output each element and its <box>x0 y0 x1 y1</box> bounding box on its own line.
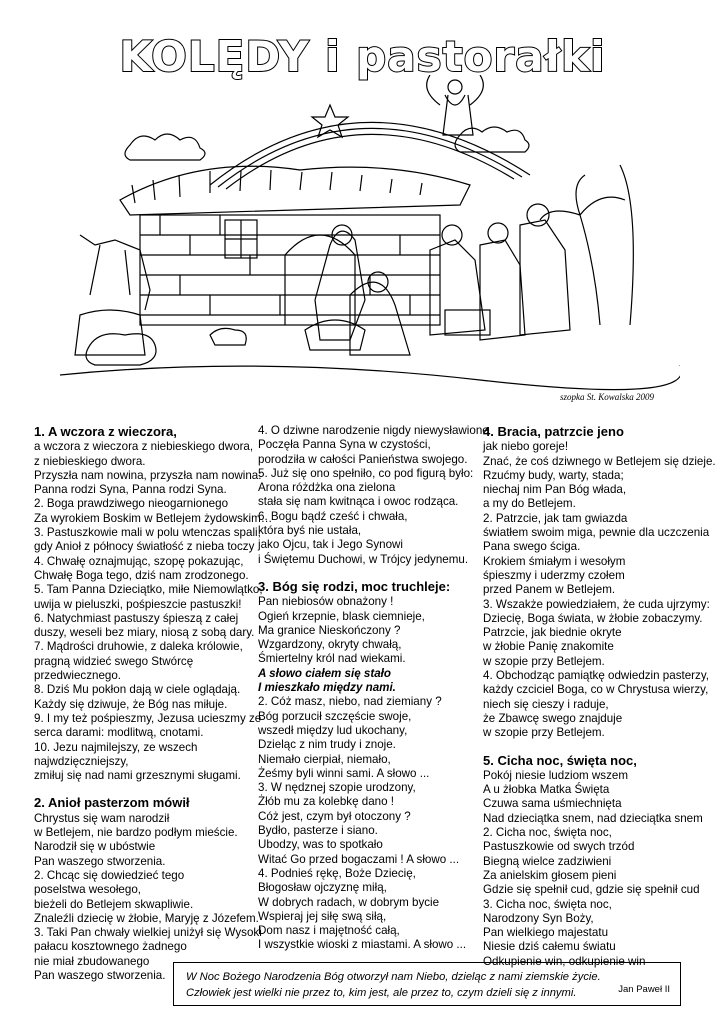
quote-author: Jan Paweł II <box>618 984 670 995</box>
carol-1-heading: 1. A wczora z wieczora, <box>34 424 177 439</box>
text-line: że Zbawcę swego znajduje <box>483 711 623 725</box>
text-line: Za wyrokiem Boskim w Betlejem żydowskim… <box>34 511 273 525</box>
text-line: każdy czciciel Boga, co w Chrystusa wierzy, <box>483 683 709 697</box>
column-2 <box>258 424 489 953</box>
text-line: 3. W nędznej szopie urodzony, <box>258 781 416 795</box>
text-line: Cóż jest, czym był otoczony ? <box>258 809 411 823</box>
text-line: Gdzie się spełnił cud, gdzie się spełnił cud <box>483 883 700 897</box>
angel <box>427 75 484 135</box>
text-line: Ubodzy, was to spotkało <box>258 838 383 852</box>
text-line: Krokiem śmiałym i wesołym <box>483 554 626 568</box>
text-line: 2. Chcąc się dowiedzieć tego <box>34 868 185 882</box>
text-line: uwija w pieluszki, pośpieszcie pastuszki! <box>34 597 242 611</box>
text-line: 3. Taki Pan chwały wielkiej uniżył się Wysoki <box>34 926 262 940</box>
text-line: gdy Anioł z północy światłość z nieba toczy <box>34 540 255 554</box>
text-line: przed Panem w Betlejem. <box>483 583 616 597</box>
text-line: i Świętemu Duchowi, w Trójcy jedynemu. <box>258 552 469 566</box>
nativity-illustration <box>60 75 680 405</box>
text-line: Śmiertelny król nad wiekami. <box>258 652 406 666</box>
text-line: 7. Mądrości druhowie, z daleka królowie, <box>34 640 243 654</box>
text-line: Pan waszego stworzenia. <box>34 854 166 868</box>
text-line: Nad dzieciątka snem, nad dzieciątka snem <box>483 811 703 825</box>
text-line: Żłób mu za kolebkę dano ! <box>258 795 394 809</box>
text-line: jak niebo goreje! <box>483 440 569 454</box>
text-line: a my do Betlejem. <box>483 497 576 511</box>
text-line: Bóg porzucił szczęście swoje, <box>258 709 412 723</box>
text-line: a wczora z wieczora z niebieskiego dwora, <box>34 440 254 454</box>
text-line: 4. Chwałę oznajmując, szopę pokazując, <box>34 554 244 568</box>
text-line: 2. Boga prawdziwego nieogarnionego <box>34 497 229 511</box>
text-line: A u żłobka Matka Święta <box>483 783 610 797</box>
text-line: Odkupienie win, odkupienie win <box>483 954 646 968</box>
signature: szopka St. Kowalska 2009 <box>560 392 655 402</box>
text-line: Witać Go przed bogaczami ! A słowo ... <box>258 852 460 866</box>
text-line: 8. Dziś Mu pokłon dają w ciele oglądają. <box>34 683 241 697</box>
text-line: Żeśmy byli winni sami. A słowo ... <box>258 766 430 780</box>
text-line: Znać, że coś dziwnego w Betlejem się dzieje. <box>483 454 716 468</box>
text-line: Poczęła Panna Syna w czystości, <box>258 438 431 452</box>
text-line: Dziecię, Boga świata, w żłobie zobaczymy. <box>483 611 703 625</box>
text-line: Czuwa sama uśmiechnięta <box>483 797 622 811</box>
text-line: Pana swego ściga. <box>483 540 581 554</box>
text-line: jako Ojcu, tak i Jego Synowi <box>258 538 403 552</box>
text-line: 9. I my też pośpieszmy, Jezusa ucieszmy ze <box>34 711 262 725</box>
text-line: która byś nie ustała, <box>258 524 362 538</box>
text-line: z niebieskiego dwora. <box>34 454 146 468</box>
text-line: Ma granice Nieskończony ? <box>258 623 401 637</box>
text-line: Panna rodzi Syna, Panna rodzi Syna. <box>34 483 227 497</box>
text-line: porodziła w całości Panieństwa swojego. <box>258 452 468 466</box>
quote-line: W Noc Bożego Narodzenia Bóg otworzył nam Niebo, dzieląc z nami ziemskie życie. <box>186 971 601 983</box>
text-line: 3. Cicha noc, święta noc, <box>483 897 612 911</box>
text-line: w Betlejem, nie bardzo podłym mieście. <box>34 826 238 840</box>
text-line: Pan waszego stworzenia. <box>34 968 166 982</box>
text-line: 4. O dziwne narodzenie nigdy niewysławione <box>258 424 489 437</box>
text-line: w szopie przy Betlejem. <box>483 654 605 668</box>
text-line: Narodzony Syn Boży, <box>483 911 594 925</box>
text-line: Pokój niesie ludziom wszem <box>483 768 628 782</box>
carol-3-text <box>258 595 478 952</box>
text-line: Patrzcie, jak biednie okryte <box>483 626 622 640</box>
column-3 <box>483 424 716 969</box>
text-line: w szopie przy Betlejem. <box>483 726 605 740</box>
text-line: 10. Jezu najmilejszy, ze wszech <box>34 740 198 754</box>
carol-2-heading: 2. Anioł pasterzom mówił <box>34 795 190 811</box>
text-line: przedwiecznego. <box>34 669 122 683</box>
text-line: Każdy się dziwuje, że Bóg nas miłuje. <box>34 697 228 711</box>
text-line: niech się cieszy i raduje, <box>483 697 609 711</box>
text-line: 4. Obchodząc pamiątkę odwiedzin pasterzy, <box>483 669 709 683</box>
text-line: Błogosław ojczyznę miłą, <box>258 881 387 895</box>
text-line: Niemało cierpiał, niemało, <box>258 752 391 766</box>
palm-and-trees <box>540 165 633 325</box>
holy-family <box>305 225 410 355</box>
text-line: nie miał zbudowanego <box>34 954 150 968</box>
text-line: Chwałę Boga tego, dziś nam zrodzonego. <box>34 568 249 582</box>
carol-4-heading: 4. Bracia, patrzcie jeno <box>483 424 624 439</box>
text-line: bieżeli do Betlejem skwapliwie. <box>34 897 194 911</box>
text-line: niechaj nim Pan Bóg włada, <box>483 483 627 497</box>
refrain-line: A słowo ciałem się stało <box>258 666 391 680</box>
text-line: zmiłuj się nad nami grzesznymi sługami. <box>34 769 241 783</box>
text-line: Znaleźli dziecię w żłobie, Maryję z Józefem. <box>34 911 259 925</box>
quote-line: Człowiek jest wielki nie przez to, kim jest, ale przez to, czym dzieli się z innymi. <box>186 987 577 999</box>
text-line: Za anielskim głosem pieni <box>483 868 617 882</box>
carol-3-heading: 3. Bóg się rodzi, moc truchleje: <box>258 578 451 594</box>
carol-5-heading: 5. Cicha noc, święta noc, <box>483 752 637 768</box>
text-line: Ogień krzepnie, blask ciemnieje, <box>258 609 425 623</box>
text-line: Pan niebiosów obnażony ! <box>258 595 394 609</box>
text-line: Bydło, pasterze i siano. <box>258 824 378 838</box>
text-line: 5. Już się ono spełniło, co pod figurą było: <box>258 466 474 480</box>
text-line: Wzgardzony, okryty chwałą, <box>258 638 402 652</box>
text-line: Niesie dziś całemu światu <box>483 940 616 954</box>
text-line: Przyszła nam nowina, przyszła nam nowina: <box>34 468 262 482</box>
carol-5-text <box>483 768 703 969</box>
text-line: 3. Pastuszkowie mali w polu wtenczas spali, <box>34 526 261 540</box>
text-line: Pastuszkowie od swych trzód <box>483 840 635 854</box>
text-line: wszedł między lud ukochany, <box>258 723 408 737</box>
text-line: Dzieląc z nim trudy i znoje. <box>258 738 396 752</box>
text-line: pragną widzieć swego Stwórcę <box>34 654 194 668</box>
stable <box>120 166 470 325</box>
text-line: Narodził się w ubóstwie <box>34 840 156 854</box>
page-title: KOLĘDY i pastorałki <box>119 32 606 81</box>
carol-2-continued <box>258 424 489 567</box>
text-line: najwdzięczniejszy, <box>34 754 129 768</box>
text-line: w żłobie Panię znakomite <box>483 640 614 654</box>
text-line: Biegną wielce zadziwieni <box>483 854 612 868</box>
text-line: 5. Tam Panna Dzieciątko, miłe Niemowlątko, <box>34 583 263 597</box>
text-line: 3. Wszakże powiedziałem, że cuda ujrzymy: <box>483 597 710 611</box>
text-line: serca darami: modlitwą, cnotami. <box>34 726 204 740</box>
text-line: Rzućmy budy, warty, stada; <box>483 468 624 482</box>
text-line: duszy, weseli bez miary, niosą z sobą dary. <box>34 626 255 640</box>
text-line: Dom nasz i majętność całą, <box>258 924 400 938</box>
text-line: pałacu kosztownego żadnego <box>34 940 187 954</box>
column-1 <box>34 424 273 983</box>
sheep-and-ground <box>60 328 680 389</box>
text-line: 2. Cicha noc, święta noc, <box>483 826 612 840</box>
text-line: Arona różdżka ona zielona <box>258 481 396 495</box>
quote-box <box>173 962 681 1006</box>
text-line: I wszystkie wioski z miastami. A słowo ... <box>258 938 467 952</box>
text-line: W dobrych radach, w dobrym bycie <box>258 895 440 909</box>
text-line: stała się nam kwitnąca i owoc rodząca. <box>258 495 459 509</box>
text-line: 2. Cóż masz, niebo, nad ziemiany ? <box>258 695 442 709</box>
donkey-and-ox <box>75 235 150 355</box>
carol-2-text <box>34 811 262 984</box>
text-line: Wspieraj jej siłę swą siłą, <box>258 909 387 923</box>
text-line: 6. Natychmiast pastuszy śpieszą z całej <box>34 611 239 625</box>
carol-1-text <box>34 440 273 783</box>
carol-4-text <box>483 440 716 740</box>
text-line: 4. Podnieś rękę, Boże Dziecię, <box>258 866 416 880</box>
text-line: 6. Bogu bądź cześć i chwała, <box>258 509 408 523</box>
refrain-line: I mieszkało między nami. <box>258 681 396 695</box>
text-line: światłem swoim miga, pewnie dla uczczenia <box>483 526 710 540</box>
three-kings <box>430 204 570 340</box>
text-line: Chrystus się wam narodził <box>34 811 170 825</box>
text-line: poselstwa wesołego, <box>34 883 141 897</box>
text-line: 2. Patrzcie, jak tam gwiazda <box>483 511 628 525</box>
text-line: Pan wielkiego majestatu <box>483 926 609 940</box>
text-line: śpieszmy i uderzmy czołem <box>483 568 625 582</box>
